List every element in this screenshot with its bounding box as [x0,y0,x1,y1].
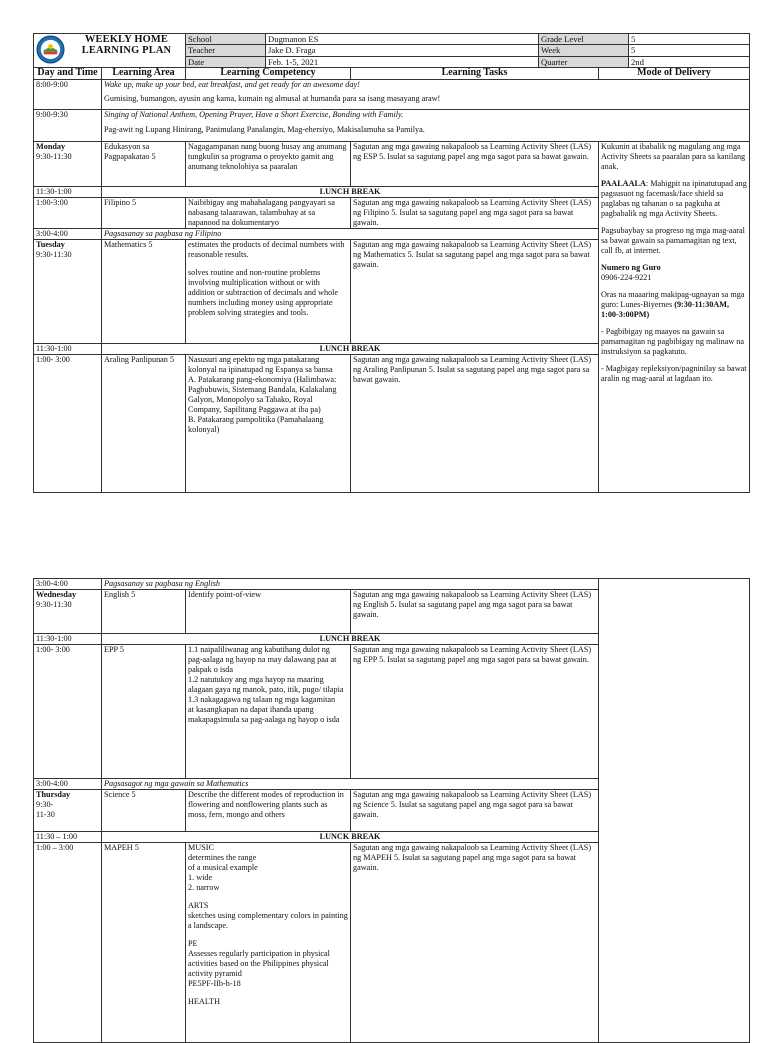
learning-area: Filipino 5 [102,197,186,228]
day-name: Monday [36,141,66,151]
routine-filipino: Pag-awit ng Lupang Hinirang, Panimulang Panalangin, Mag-ehersiyo, Makisalamuha sa Pamilya. [104,124,425,134]
pe-competency: PE Assesses regularly participation in physical activities based on the Philippines physical activity pyramid PE5PF-IIb-h-18 [188,939,330,988]
lunch-time: 11:30-1:00 [34,186,102,197]
week-label: Week [539,45,629,56]
lunch-label: LUNCH BREAK [102,343,599,354]
competency [186,843,351,1043]
reading-activity: Pagsasanay sa pagbasa ng English [102,579,599,590]
day-time: 9:30-11:30 [36,249,72,259]
delivery-note: Kukunin at ibabalik ng magulang ang mga Activity Sheets sa paaralan para sa kanilang anak. [601,141,746,171]
schedule-table-1 [33,67,750,493]
lunch-time: 11:30-1:00 [34,634,102,645]
time-cell: 1:00-3:00 [34,197,102,228]
lunch-label: LUNCH BREAK [102,186,599,197]
competency: Nagagampanan nang buong husay ang anumang tungkulin sa programa o proyekto gamit ang anumang teknolohiya sa paaralan [186,141,351,186]
learning-area: Edukasyon sa Pagpapakatao 5 [102,141,186,186]
date-label: Date [186,56,266,67]
learning-area: MAPEH 5 [102,843,186,1043]
consultation-text: Oras na maaaring makipag-ugnayan sa mga guro: Lunes-Biyernes [601,289,745,309]
header-table [33,33,750,68]
day-name: Wednesday [36,590,77,599]
title-line-2: LEARNING PLAN [81,44,172,56]
time-cell: 3:00-4:00 [34,228,102,239]
time-cell: 3:00-4:00 [34,779,102,790]
date-value: Feb. 1-5, 2021 [266,56,539,67]
practice-activity: Pagsasagot ng mga gawain sa Mathematics [102,779,599,790]
learning-area: English 5 [102,590,186,634]
task: Sagutan ang mga gawaing nakapaloob sa Learning Activity Sheet (LAS) ng EPP 5. Isulat sa sagutang papel ang mga sagot para sa bawat gawain. [351,645,599,779]
lunch-label: LUNCK BREAK [102,832,599,843]
task: Sagutan ang mga gawaing nakapaloob sa Learning Activity Sheet (LAS) ng Science 5. Isulat sa sagutang papel ang mga sagot para sa bawat gawain. [351,790,599,832]
plan-page-1 [33,33,749,493]
column-headers [34,68,750,80]
day-name: Thursday [36,790,71,799]
routine-activity [102,109,750,141]
routine-activity [102,79,750,109]
time-cell: 1:00- 3:00 [34,645,102,779]
mode-of-delivery-empty [599,579,750,1043]
reminder-label: PAALAALA [601,178,646,188]
school-value: Dugmanon ES [266,34,539,45]
col-competency: Learning Competency [186,68,351,80]
competency [186,239,351,343]
routine-english: Singing of National Anthem, Opening Prayer, Have a Short Exercise, Bonding with Family. [104,109,404,119]
competency: Naibibigay ang mahahalagang pangyayari sa nabasang talaarawan, talambuhay at sa napanood na dokumentaryo [186,197,351,228]
routine-time: 9:00-9:30 [34,109,102,141]
task: Sagutan ang mga gawaing nakapaloob sa Learning Activity Sheet (LAS) ng Araling Panlipunan 5. Isulat sa sagutang papel ang mga sagot para sa bawat gawain. [351,354,599,492]
music-competency: MUSIC determines the range of a musical example 1. wide 2. narrow [188,843,258,892]
reminder-text: : Mahigpit na ipinatutupad ang pagsusuot ng facemask/face shield sa paglabas ng tahanan o sa pagkuha at pagbabalik ng mga Activity Sheets. [601,178,747,218]
reading-activity: Pagsasanay sa pagbasa ng Filipino [102,228,599,239]
health-competency: HEALTH [188,997,220,1006]
grade-label: Grade Level [539,34,629,45]
task: Sagutan ang mga gawaing nakapaloob sa Learning Activity Sheet (LAS) ng ESP 5. Isulat sa sagutang papel ang mga sagot para sa bawat gawain. [351,141,599,186]
arts-competency: ARTS sketches using complementary colors in painting a landscape. [188,901,348,930]
col-day-time: Day and Time [34,68,102,80]
school-label: School [186,34,266,45]
quarter-value: 2nd [629,56,750,67]
delivery-reflection: - Magbigay repleksiyon/pagninilay sa bawat aralin ng mag-aaral at lagdaan ito. [601,363,747,383]
time-cell: 1:00 – 3:00 [34,843,102,1043]
mode-of-delivery [599,141,750,492]
task: Sagutan ang mga gawaing nakapaloob sa Learning Activity Sheet (LAS) ng MAPEH 5. Isulat sa sagutang papel ang mga sagot para sa bawat gawain. [351,843,599,1043]
competency-2: solves routine and non-routine problems involving multiplication without or with addition or subtraction of decimals and whole numbers including money using appropriate problem solving strategies and tools. [188,267,339,317]
day-cell [34,790,102,832]
delivery-reminder [601,179,747,219]
consultation-time: (9:30-11:30AM, 1:00-3:00PM) [601,299,730,319]
day-cell [34,590,102,634]
teacher-number-value: 0906-224-9221 [601,272,652,282]
time-cell: 1:00- 3:00 [34,354,102,492]
day-cell [34,141,102,186]
competency: 1.1 naipaliliwanag ang kabutihang dulot ng pag-aalaga ng hayop na may dalawang paa at pakpak o isda 1.2 natutukoy ang mga hayop na maaring alagaan gaya ng manok, pato, itik, pugo/ tilapia 1.3 nakagagawa ng talaan ng mga kagamitan at kasangkapan na dapat ihanda upang makapagsimula sa pag-aalaga ng hayop o isda [186,645,351,779]
routine-row-1 [34,79,750,109]
lunch-label: LUNCH BREAK [102,634,599,645]
routine-time: 8:00-9:00 [34,79,102,109]
teacher-value: Jake D. Fraga [266,45,539,56]
teacher-label: Teacher [186,45,266,56]
competency: Nasusuri ang epekto ng mga patakarang kolonyal na ipinatupad ng Espanya sa bansa A. Patakarang pang-ekonomiya (Halimbawa: Pagbubuwis, Sistemang Bandala, Kalakalang Galyon, Monopolyo sa Tabako, Royal Company, Sapilitang Paggawa at iba pa) B. Patakarang pampolitika (Pamahalaang kolonyal) [186,354,351,492]
time-cell: 3:00-4:00 [34,579,102,590]
quarter-label: Quarter [539,56,629,67]
competency: Identify point-of-view [186,590,351,634]
learning-area: Mathematics 5 [102,239,186,343]
routine-filipino: Gumising, bumangon, ayusin ang kama, kumain ng almusal at humanda para sa isang masayang araw! [104,93,441,103]
reading-row [34,579,750,590]
competency: Describe the different modes of reproduction in flowering and nonflowering plants such as moss, fern, mongo and others [186,790,351,832]
routine-row-2 [34,109,750,141]
col-learning-area: Learning Area [102,68,186,80]
learning-area: Science 5 [102,790,186,832]
learning-area: EPP 5 [102,645,186,779]
task: Sagutan ang mga gawaing nakapaloob sa Learning Activity Sheet (LAS) ng Filipino 5. Isulat sa sagutang papel ang mga sagot para sa bawat gawain. [351,197,599,228]
day-cell [34,239,102,343]
school-seal-icon [36,35,65,64]
monday-row [34,141,750,186]
task: Sagutan ang mga gawaing nakapaloob sa Learning Activity Sheet (LAS) ng English 5. Isulat sa sagutang papel ang mga sagot para sa bawat gawain. [351,590,599,634]
teacher-number-label: Numero ng Guro [601,262,661,272]
task: Sagutan ang mga gawaing nakapaloob sa Learning Activity Sheet (LAS) ng Mathematics 5. Isulat sa sagutang papel ang mga sagot para sa bawat gawain. [351,239,599,343]
grade-value: 5 [629,34,750,45]
delivery-monitoring: Pagsubaybay sa progreso ng mga mag-aaral sa bawat gawain sa pamamagitan ng text, call fb, at internet. [601,225,745,255]
delivery-instruction: - Pagbibigay ng maayos na gawain sa pamamagitan ng pagbibigay ng malinaw na instruksiyon sa pagkatuto. [601,326,745,356]
plan-page-2 [33,578,749,1043]
consultation-hours [601,290,747,320]
teacher-number [601,263,747,283]
lunch-time: 11:30-1:00 [34,343,102,354]
competency-1: estimates the products of decimal numbers with reasonable results. [188,239,345,259]
learning-area: Araling Panlipunan 5 [102,354,186,492]
day-time: 9:30-11:30 [36,151,72,161]
day-time: 9:30-11:30 [36,600,72,609]
col-tasks: Learning Tasks [351,68,599,80]
col-delivery: Mode of Delivery [599,68,750,80]
day-name: Tuesday [36,239,65,249]
schedule-table-2 [33,578,750,1043]
week-value: 5 [629,45,750,56]
lunch-time: 11:30 – 1:00 [34,832,102,843]
title-line-1: WEEKLY HOME [84,34,169,45]
day-time: 9:30- 11-30 [36,800,55,819]
routine-english: Wake up, make up your bed, eat breakfast, and get ready for an awesome day! [104,79,360,89]
